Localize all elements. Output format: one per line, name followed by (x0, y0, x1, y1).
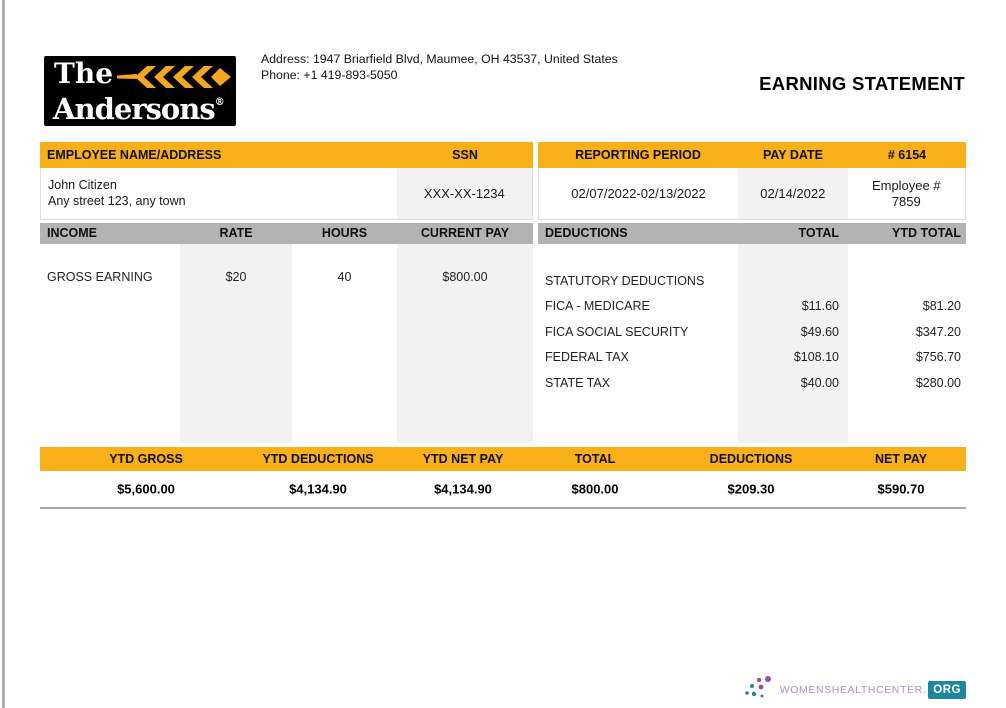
employee-name-address (41, 168, 397, 219)
employee-header-row (40, 142, 966, 168)
header-pay-date: PAY DATE (763, 148, 823, 162)
deduction-row (538, 294, 966, 320)
current-pay-cell (397, 244, 533, 443)
summary-header-total: TOTAL (574, 452, 616, 466)
deductions-value: $209.30 (727, 481, 775, 497)
deduction-total: $40.00 (800, 375, 839, 390)
header-reporting-period: REPORTING PERIOD (575, 148, 701, 162)
deduction-total: $108.10 (793, 350, 839, 365)
employee-number-label: Employee # (871, 178, 941, 193)
table-body (40, 244, 966, 443)
header-deductions: DEDUCTIONS (545, 226, 628, 240)
employee-name: John Citizen (48, 178, 117, 192)
employee-address: Any street 123, any town (48, 194, 186, 208)
employee-number (848, 168, 965, 219)
summary-header-ytd-net-pay: YTD NET PAY (422, 452, 504, 466)
header-doc-number: # 6154 (887, 148, 927, 162)
deduction-row (538, 370, 966, 396)
statement-table (40, 142, 966, 509)
deductions-section-row (538, 268, 966, 294)
dots-swoosh-icon (745, 674, 777, 706)
ytd-gross-value: $5,600.00 (117, 481, 175, 497)
page-title: EARNING STATEMENT (759, 73, 965, 94)
header-rate: RATE (219, 226, 253, 240)
header-current-pay: CURRENT PAY (420, 226, 510, 240)
watermark-tld-badge: ORG (928, 681, 966, 699)
logo-text-the: The (54, 57, 114, 90)
summary-header-row (40, 447, 966, 471)
deduction-label: STATE TAX (545, 375, 611, 390)
reporting-period-value: 02/07/2022-02/13/2022 (571, 186, 706, 201)
registered-mark: ® (214, 97, 225, 108)
watermark (745, 674, 966, 706)
columns-header-row (40, 223, 966, 244)
deduction-label: FEDERAL TAX (545, 350, 629, 365)
deduction-ytd: $756.70 (915, 350, 961, 365)
header-ytd-total: YTD TOTAL (892, 226, 961, 240)
deduction-total: $11.60 (801, 299, 839, 314)
summary-header-deductions: DEDUCTIONS (709, 452, 793, 466)
total-value: $800.00 (571, 481, 619, 497)
rate-value: $20 (225, 270, 247, 284)
logo-andersons-word: Andersons (53, 92, 215, 126)
summary-value-row (40, 471, 966, 509)
rate-cell (180, 244, 292, 443)
header-hours: HOURS (321, 226, 368, 240)
logo-text-andersons (53, 92, 225, 126)
employee-ssn: XXX-XX-1234 (397, 168, 532, 219)
company-logo (44, 56, 236, 126)
hours-value: 40 (337, 270, 352, 284)
deduction-label: FICA - MEDICARE (545, 299, 650, 314)
income-label: GROSS EARNING (47, 270, 153, 284)
pay-date-value: 02/14/2022 (738, 168, 847, 219)
header-employee-name-address: EMPLOYEE NAME/ADDRESS (47, 148, 222, 162)
hours-cell (292, 244, 397, 443)
deduction-ytd: $347.20 (915, 324, 961, 339)
header-total: TOTAL (798, 226, 839, 240)
deduction-ytd: $81.20 (922, 299, 961, 314)
company-address: Address: 1947 Briarfield Blvd, Maumee, OH 43537, United States (261, 52, 618, 66)
employee-number-value: 7859 (891, 194, 921, 209)
summary-header-net-pay: NET PAY (874, 452, 928, 466)
header-income: INCOME (47, 226, 97, 240)
deduction-total: $49.60 (800, 324, 839, 339)
deductions-section-label: STATUTORY DEDUCTIONS (545, 273, 705, 288)
header-ssn: SSN (452, 148, 478, 162)
current-pay-value: $800.00 (442, 270, 488, 284)
deduction-row (538, 345, 966, 371)
employee-value-row (40, 168, 966, 220)
deduction-ytd: $280.00 (915, 375, 961, 390)
company-phone: Phone: +1 419-893-5050 (261, 67, 398, 82)
deduction-row (538, 319, 966, 345)
deduction-label: FICA SOCIAL SECURITY (545, 324, 689, 339)
summary-header-ytd-gross: YTD GROSS (109, 452, 183, 466)
company-contact (261, 52, 618, 83)
ytd-deductions-value: $4,134.90 (289, 481, 347, 497)
income-label-cell (40, 244, 180, 443)
summary-header-ytd-deductions: YTD DEDUCTIONS (262, 452, 374, 466)
deductions-body (538, 244, 966, 443)
watermark-site-name: WOMENSHEALTHCENTER. (779, 684, 927, 696)
ytd-net-pay-value: $4,134.90 (434, 481, 492, 497)
net-pay-value: $590.70 (877, 481, 925, 497)
page-edge-divider (2, 0, 5, 708)
